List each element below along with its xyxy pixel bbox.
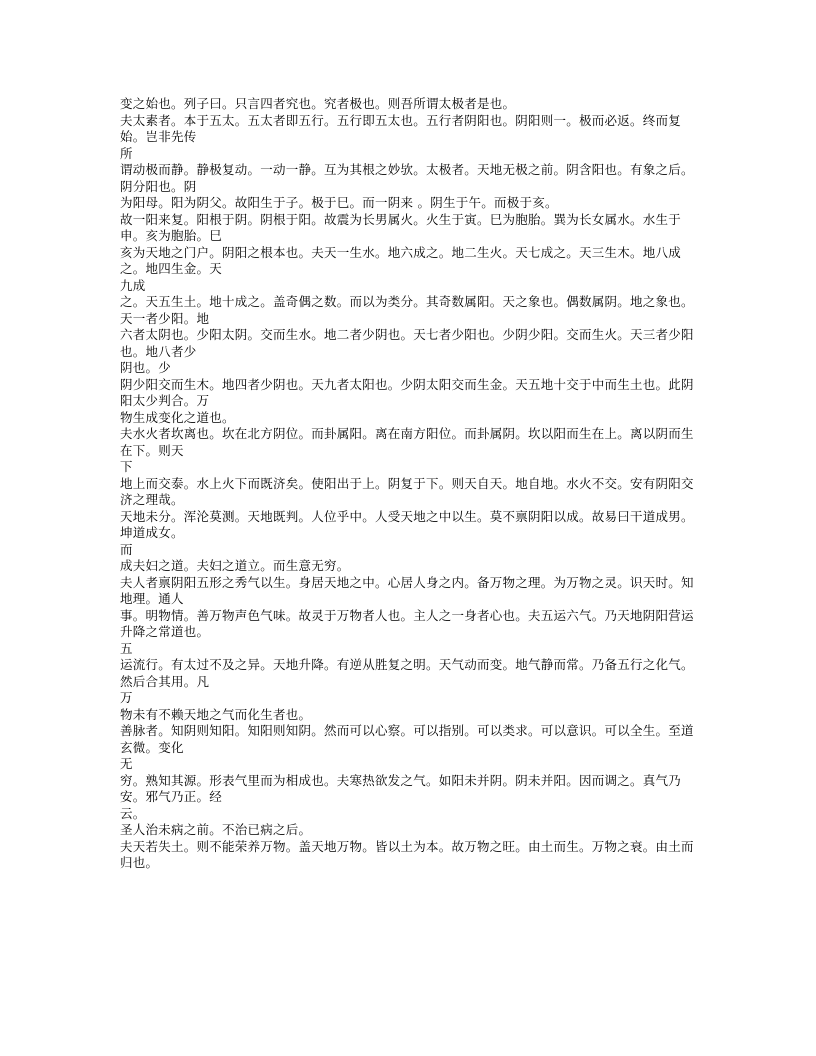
paragraph: 六者太阴也。少阳太阴。交而生水。地二者少阴也。天七者少阳也。少阴少阳。交而生火。天三者少阳也。地八者少 (120, 327, 694, 359)
paragraph: 圣人治未病之前。不治已病之后。 (120, 822, 312, 837)
paragraph: 九成 (120, 277, 146, 293)
paragraph: 亥为天地之门户。阴阳之根本也。夫天一生水。地六成之。地二生火。天七成之。天三生木。地八成之。地四生金。天 (120, 244, 682, 276)
paragraph: 夫太素者。本于五太。五太者即五行。五行即五太也。五行者阴阳也。阴阳则一。极而必返。终而复始。岂非先传 (120, 112, 682, 144)
paragraph: 谓动极而静。静极复动。一动一静。互为其根之妙欤。太极者。天地无极之前。阴含阳也。有象之后。阴分阳也。阴 (120, 162, 694, 194)
paragraph: 地上而交泰。水上火下而既济矣。使阳出于上。阴复于下。则天自天。地自地。水火不交。安有阴阳交济之理哉。 (120, 475, 694, 507)
paragraph: 为阳母。阳为阴父。故阳生于子。极于巳。而一阴来 。阴生于午。而极于亥。 (120, 195, 558, 210)
paragraph: 云。 (120, 805, 146, 821)
paragraph: 事。明物情。善万物声色气味。故灵于万物者人也。主人之一身者心也。夫五运六气。乃天地阴阳营运升降之常道也。 (120, 607, 694, 639)
paragraph: 万 (120, 690, 133, 705)
paragraph: 运流行。有太过不及之异。天地升降。有逆从胜复之明。天气动而变。地气静而常。乃备五行之化气。然后合其用。凡 (120, 657, 694, 689)
paragraph: 故一阳来复。阳根于阴。阴根于阳。故震为长男属火。火生于寅。巳为胞胎。巽为长女属水。水生于申。亥为胞胎。巳 (120, 211, 682, 243)
paragraph: 所 (120, 145, 133, 161)
paragraph: 物生成变化之道也。 (120, 409, 235, 425)
paragraph: 而 (120, 541, 133, 557)
paragraph: 夫天若失土。则不能荣养万物。盖天地万物。皆以土为本。故万物之旺。由土而生。万物之衰。由土而归也。 (120, 838, 694, 870)
paragraph: 夫水火者坎离也。坎在北方阴位。而卦属阳。离在南方阳位。而卦属阴。坎以阳而生在上。离以阴而生在下。则天 (120, 426, 694, 458)
paragraph: 善脉者。知阴则知阳。知阳则知阴。然而可以心察。可以指别。可以类求。可以意识。可以全生。至道玄微。变化 (120, 723, 694, 755)
paragraph: 穷。熟知其源。形表气里而为相成也。夫寒热欲发之气。如阳未并阴。阴未并阳。因而调之。真气乃安。邪气乃正。经 (120, 772, 682, 804)
paragraph: 阴也。少 (120, 360, 172, 375)
paragraph: 下 (120, 459, 133, 474)
paragraph: 天地未分。浑沦莫测。天地既判。人位乎中。人受天地之中以生。莫不禀阴阳以成。故易曰干道成男。坤道成女。 (120, 508, 694, 540)
paragraph: 无 (120, 756, 133, 771)
paragraph: 成夫妇之道。夫妇之道立。而生意无穷。 (120, 558, 350, 573)
paragraph: 夫人者禀阴阳五形之秀气以生。身居天地之中。心居人身之内。备万物之理。为万物之灵。识天时。知地理。通人 (120, 574, 694, 606)
paragraph: 阴少阳交而生木。地四者少阴也。天九者太阳也。少阴太阳交而生金。天五地十交于中而生土也。此阴阳太少判合。万 (120, 376, 694, 408)
paragraph: 之。天五生土。地十成之。盖奇偶之数。而以为类分。其奇数属阳。天之象也。偶数属阴。地之象也。天一者少阳。地 (120, 294, 694, 326)
document-page (120, 96, 698, 872)
paragraph: 物未有不赖天地之气而化生者也。 (120, 706, 312, 722)
paragraph: 变之始也。列子曰。只言四者究也。究者极也。则吾所谓太极者是也。 (120, 96, 516, 111)
paragraph: 五 (120, 640, 133, 656)
